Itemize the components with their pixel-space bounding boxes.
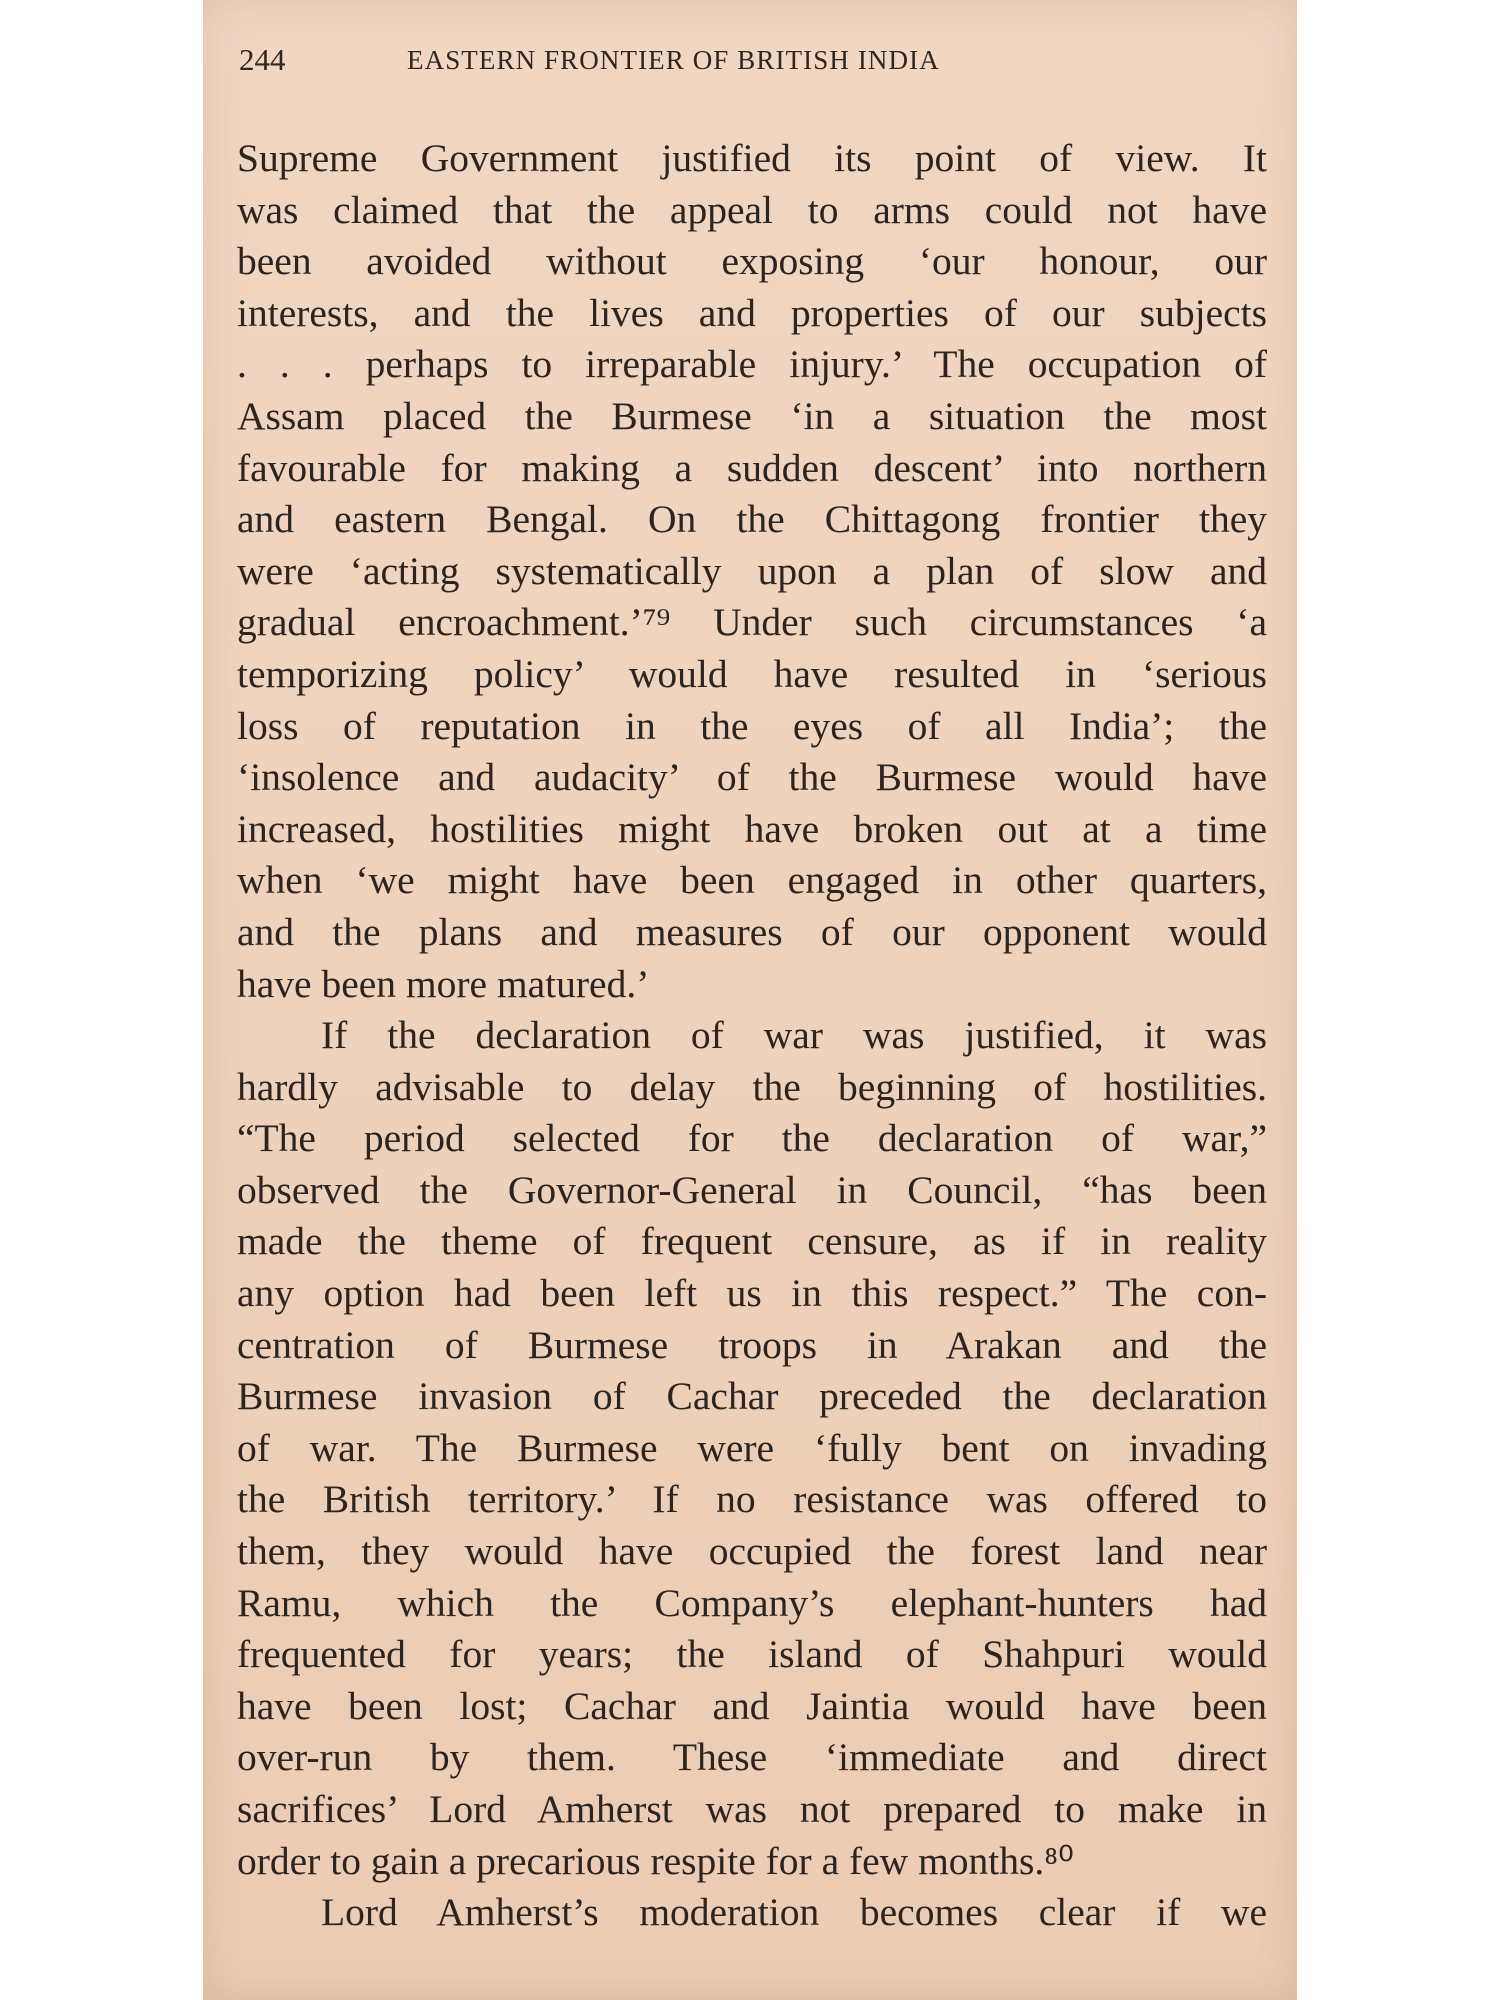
text-line: centration of Burmese troops in Arakan and the [237, 1322, 1267, 1367]
text-line-paragraph-start: Lord Amherst’s moderation becomes clear if we [321, 1890, 1267, 1935]
text-line: Assam placed the Burmese ‘in a situation the most [237, 393, 1267, 438]
text-line: them, they would have occupied the forest land near [237, 1529, 1267, 1574]
text-line: favourable for making a sudden descent’ into northern [237, 445, 1267, 490]
text-line: Ramu, which the Company’s elephant-hunters had [237, 1580, 1267, 1625]
text-line: Burmese invasion of Cachar preceded the declaration [237, 1374, 1267, 1419]
text-line: was claimed that the appeal to arms could not have [237, 187, 1267, 232]
text-line: . . . perhaps to irreparable injury.’ The occupation of [237, 342, 1267, 387]
text-line: observed the Governor-General in Council, “has been [237, 1167, 1267, 1212]
text-line: Supreme Government justified its point of view. It [237, 136, 1267, 180]
text-line: any option had been left us in this respect.” The con- [237, 1271, 1267, 1316]
page-number: 244 [239, 42, 286, 77]
text-line: and eastern Bengal. On the Chittagong frontier they [237, 497, 1267, 542]
text-line: sacrifices’ Lord Amherst was not prepared to make in [237, 1787, 1267, 1831]
text-line: when ‘we might have been engaged in other quarters, [237, 858, 1267, 903]
text-line: have been lost; Cachar and Jaintia would have been [237, 1683, 1267, 1728]
text-line-paragraph-start: If the declaration of war was justified, it was [321, 1013, 1267, 1058]
text-line: made the theme of frequent censure, as if in reality [237, 1219, 1267, 1264]
text-line: over-run by them. These ‘immediate and direct [237, 1735, 1267, 1780]
text-line: interests, and the lives and properties of our subjects [237, 290, 1267, 335]
text-line-paragraph-end: have been more matured.’ [237, 961, 650, 1006]
text-line: been avoided without exposing ‘our honour, our [237, 239, 1267, 284]
text-line: temporizing policy’ would have resulted in ‘serious [237, 651, 1267, 696]
text-line: frequented for years; the island of Shahpuri would [237, 1632, 1267, 1677]
text-line-paragraph-end: order to gain a precarious respite for a few months.⁸⁰ [237, 1838, 1074, 1883]
text-line: increased, hostilities might have broken out at a time [237, 806, 1267, 851]
text-line: ‘insolence and audacity’ of the Burmese would have [237, 755, 1267, 800]
book-page [203, 0, 1297, 2000]
text-line: “The period selected for the declaration of war,” [237, 1116, 1267, 1161]
text-line: of war. The Burmese were ‘fully bent on invading [237, 1425, 1267, 1470]
page-header [239, 38, 1239, 86]
body-text [237, 133, 1267, 1939]
text-line: gradual encroachment.’⁷⁹ Under such circumstances ‘a [237, 600, 1267, 645]
text-line: loss of reputation in the eyes of all India’; the [237, 703, 1267, 748]
text-line: hardly advisable to delay the beginning of hostilities. [237, 1064, 1267, 1109]
text-line: the British territory.’ If no resistance was offered to [237, 1477, 1267, 1522]
text-line: and the plans and measures of our opponent would [237, 909, 1267, 954]
running-head: EASTERN FRONTIER OF BRITISH INDIA [407, 45, 940, 75]
text-line: were ‘acting systematically upon a plan of slow and [237, 548, 1267, 593]
